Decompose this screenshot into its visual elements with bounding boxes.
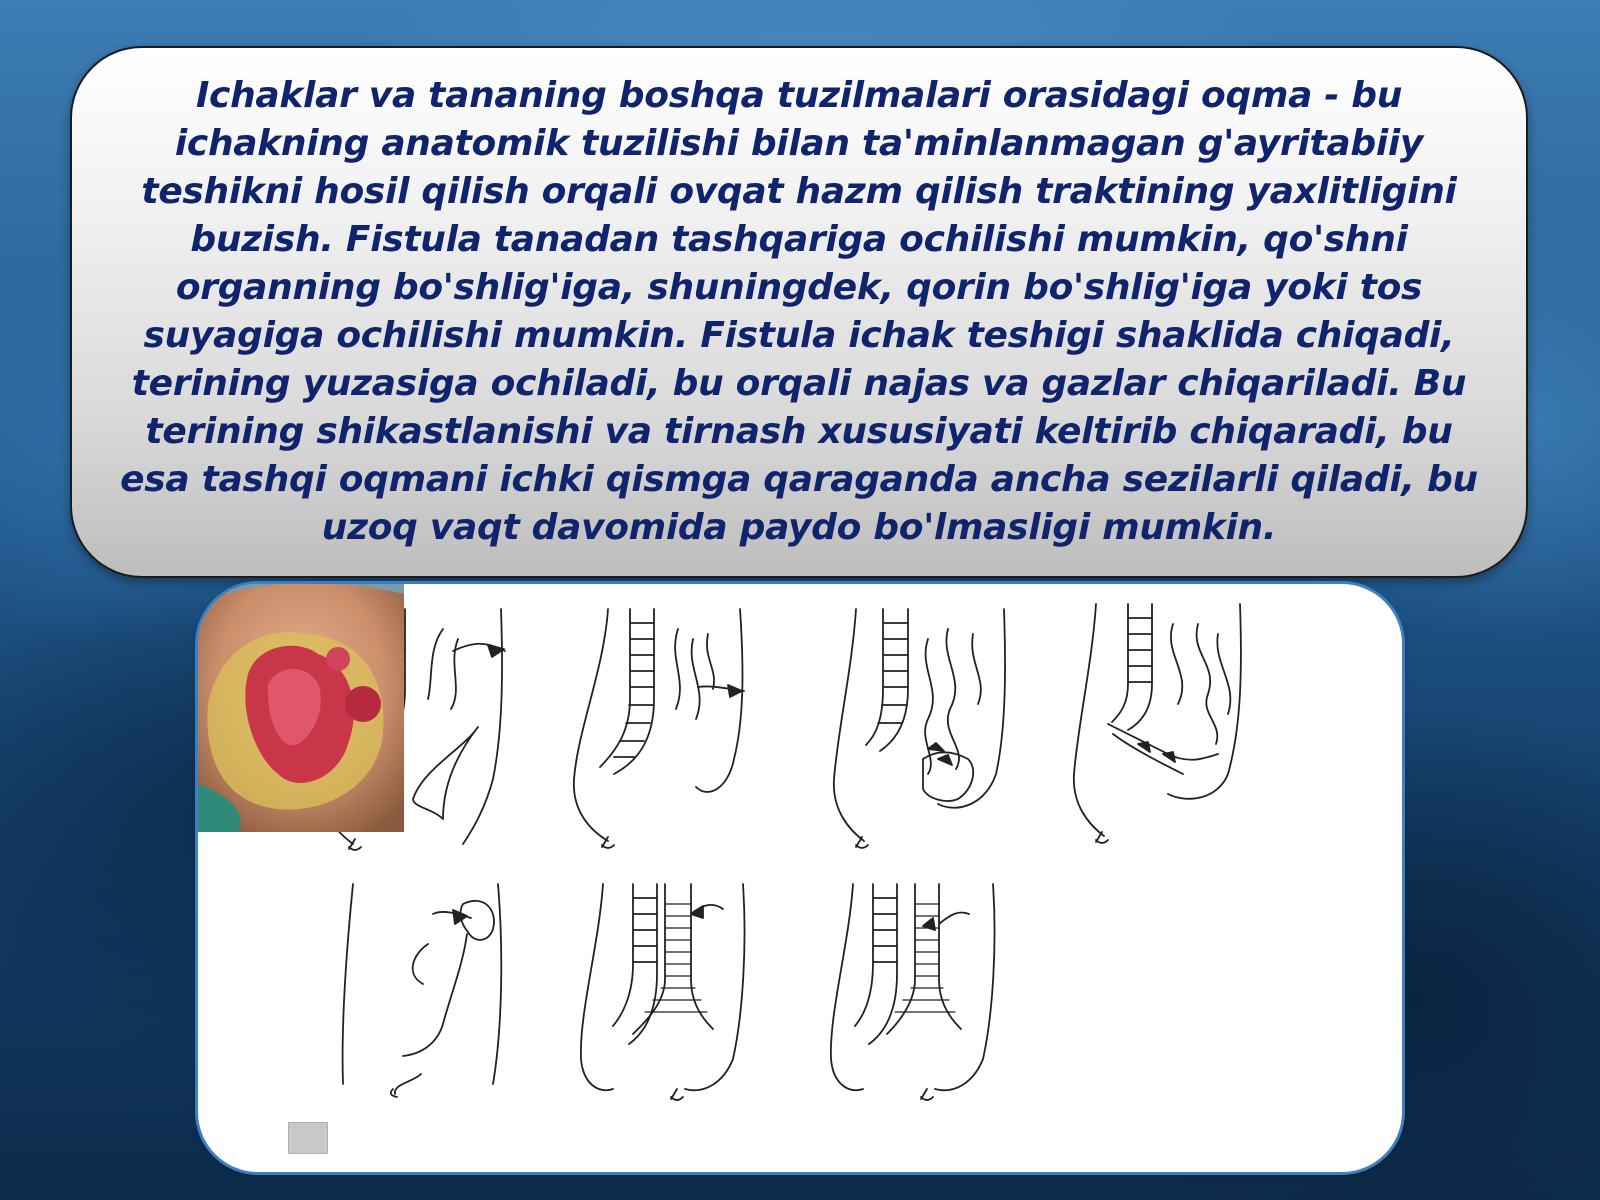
text-panel (70, 46, 1528, 578)
fistula-diagram-3-icon (834, 609, 1005, 848)
fistula-diagram-5-icon (343, 884, 502, 1097)
fistula-diagram-4-icon (1074, 604, 1241, 843)
fistula-diagram-7-icon (831, 884, 995, 1100)
body-text: Ichaklar va tananing boshqa tuzilmalari orasidagi oqma - bu ichakning anatomik tuzilishi bilan ta'minlanmagan g'ayritabiiy teshikni hosil qilish orqali ovqat hazm qilish traktining yaxlitligini buzish. Fistula tanadan tashqariga ochilishi mumkin, qo'shni organning bo'shlig'iga, shuningdek, qorin bo'shlig'iga yoki tos suyagiga ochilishi mumkin. Fistula ichak teshigi shaklida chiqadi, terining yuzasiga ochiladi, bu orqali najas va gazlar chiqariladi. Bu terining shikastlanishi va tirnash xususiyati keltirib chiqaradi, bu esa tashqi oqmani ichki qismga qaraganda ancha sezilarli qiladi, bu uzoq vaqt davomida paydo bo'lmasligi mumkin. (120, 75, 1478, 548)
wound-photo-icon (198, 584, 404, 832)
fistula-diagram-2-icon (574, 609, 744, 848)
fistula-diagram-6-icon (581, 884, 745, 1100)
slide-thumbnail (288, 1122, 328, 1154)
figure-panel (198, 584, 1402, 1172)
